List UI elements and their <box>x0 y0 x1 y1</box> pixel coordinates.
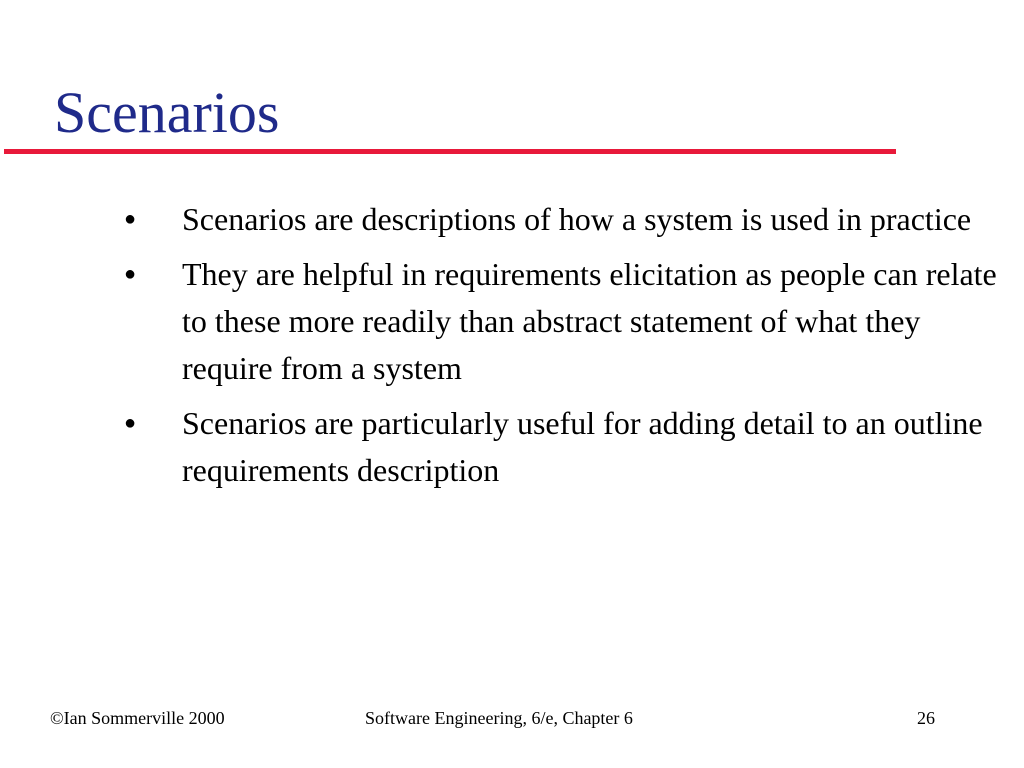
bullet-text-3: Scenarios are particularly useful for adding detail to an outline requirements description <box>182 405 983 488</box>
bullet-dot-icon: ● <box>124 412 137 434</box>
bullet-text-2: They are helpful in requirements elicitation as people can relate to these more readily than abstract statement of what they require from a system <box>182 256 997 386</box>
bullet-item-1 <box>120 196 1000 243</box>
bullet-dot-icon: ● <box>124 208 137 230</box>
bullet-dot-icon: ● <box>124 263 137 285</box>
bullet-list <box>120 196 1000 502</box>
bullet-item-3 <box>120 400 1000 494</box>
footer-page-number: 26 <box>917 708 935 728</box>
footer-copyright: ©Ian Sommerville 2000 <box>50 708 225 728</box>
title-underline-rule <box>4 149 896 154</box>
bullet-text-1: Scenarios are descriptions of how a system is used in practice <box>182 201 972 237</box>
bullet-item-2 <box>120 251 1000 392</box>
slide-title: Scenarios <box>54 80 280 145</box>
footer-book-title: Software Engineering, 6/e, Chapter 6 <box>365 708 633 728</box>
